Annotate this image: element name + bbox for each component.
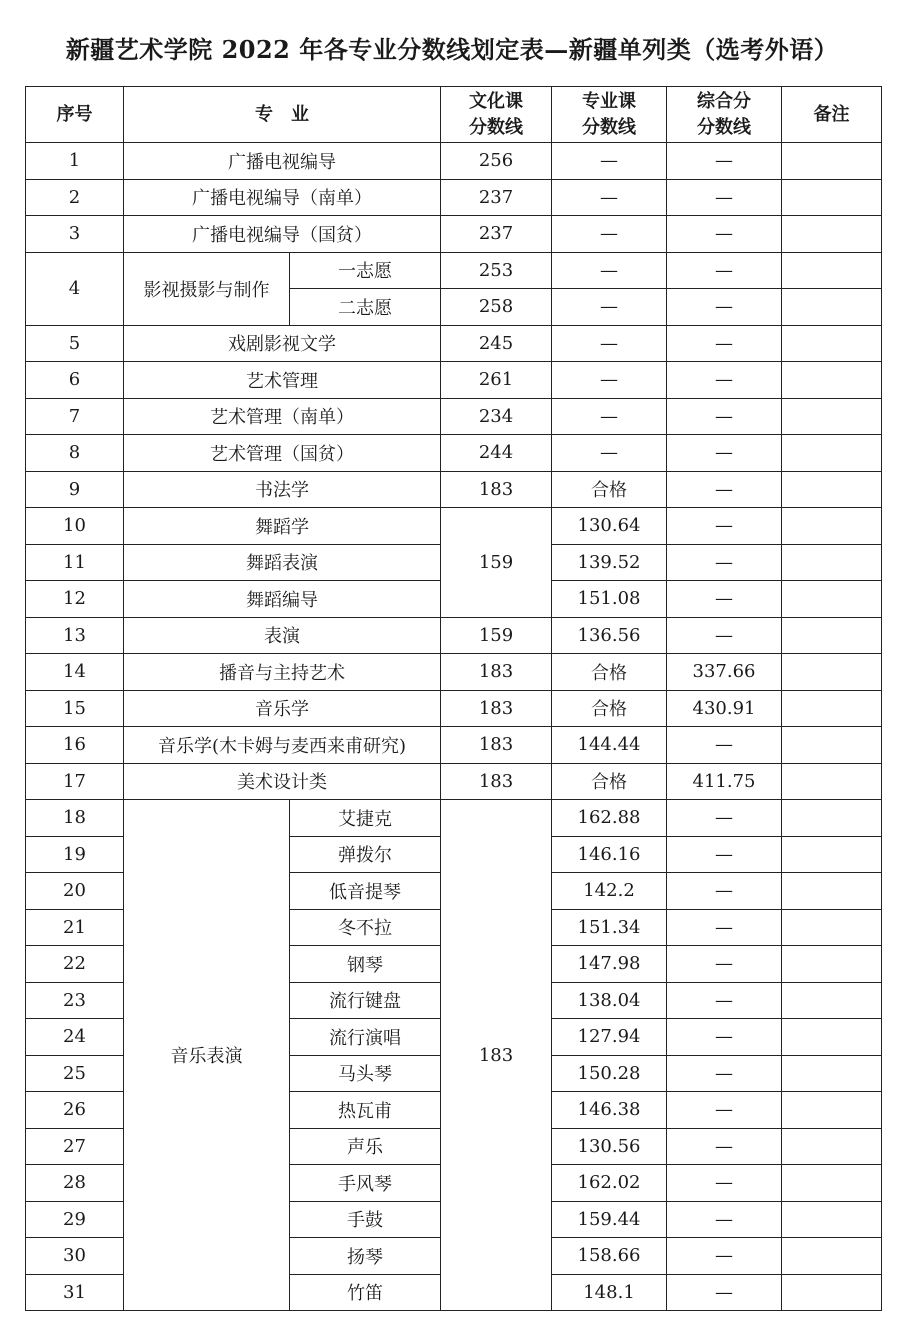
cell-major: 影视摄影与制作 bbox=[124, 252, 290, 325]
header-composite bbox=[667, 87, 782, 143]
cell-note bbox=[782, 690, 882, 727]
cell-sub-major: 扬琴 bbox=[290, 1238, 441, 1275]
cell-specialty: 合格 bbox=[552, 763, 667, 800]
cell-composite: — bbox=[667, 946, 782, 983]
cell-note bbox=[782, 873, 882, 910]
cell-major: 音乐学 bbox=[124, 690, 441, 727]
cell-specialty: — bbox=[552, 252, 667, 289]
cell-major: 广播电视编导（国贫） bbox=[124, 216, 441, 253]
cell-index: 17 bbox=[26, 763, 124, 800]
table-row bbox=[26, 435, 882, 472]
cell-specialty: 159.44 bbox=[552, 1201, 667, 1238]
cell-index: 12 bbox=[26, 581, 124, 618]
page-title: 新疆艺术学院 2022 年各专业分数线划定表—新疆单列类（选考外语） bbox=[65, 35, 839, 64]
cell-sub-major: 弹拨尔 bbox=[290, 836, 441, 873]
cell-major: 表演 bbox=[124, 617, 441, 654]
cell-sub-major: 竹笛 bbox=[290, 1274, 441, 1311]
cell-sub-major: 艾捷克 bbox=[290, 800, 441, 837]
cell-index: 13 bbox=[26, 617, 124, 654]
cell-index: 6 bbox=[26, 362, 124, 399]
cell-sub-major: 手鼓 bbox=[290, 1201, 441, 1238]
cell-composite: — bbox=[667, 544, 782, 581]
table-row bbox=[26, 471, 882, 508]
cell-composite: — bbox=[667, 508, 782, 545]
cell-culture: 183 bbox=[441, 654, 552, 691]
cell-culture: 183 bbox=[441, 800, 552, 1311]
cell-index: 8 bbox=[26, 435, 124, 472]
cell-culture: 183 bbox=[441, 727, 552, 764]
cell-composite: — bbox=[667, 909, 782, 946]
cell-specialty: 146.38 bbox=[552, 1092, 667, 1129]
cell-specialty: 150.28 bbox=[552, 1055, 667, 1092]
cell-culture: 159 bbox=[441, 617, 552, 654]
cell-composite: — bbox=[667, 1055, 782, 1092]
cell-culture: 237 bbox=[441, 179, 552, 216]
cell-note bbox=[782, 1238, 882, 1275]
cell-composite: — bbox=[667, 143, 782, 180]
cell-specialty: — bbox=[552, 289, 667, 326]
cell-composite: — bbox=[667, 471, 782, 508]
table-row bbox=[26, 398, 882, 435]
cell-note bbox=[782, 471, 882, 508]
cell-index: 1 bbox=[26, 143, 124, 180]
cell-index: 27 bbox=[26, 1128, 124, 1165]
cell-specialty: 142.2 bbox=[552, 873, 667, 910]
cell-specialty: 130.56 bbox=[552, 1128, 667, 1165]
cell-note bbox=[782, 1274, 882, 1311]
cell-note bbox=[782, 179, 882, 216]
cell-note bbox=[782, 1128, 882, 1165]
cell-specialty: 合格 bbox=[552, 654, 667, 691]
cell-culture: 234 bbox=[441, 398, 552, 435]
table-row bbox=[26, 508, 882, 545]
cell-note bbox=[782, 1165, 882, 1202]
cell-composite: — bbox=[667, 216, 782, 253]
cell-specialty: 146.16 bbox=[552, 836, 667, 873]
cell-composite: — bbox=[667, 873, 782, 910]
cell-culture: 258 bbox=[441, 289, 552, 326]
header-culture-line2: 分数线 bbox=[469, 116, 523, 138]
cell-composite: 337.66 bbox=[667, 654, 782, 691]
cell-culture: 183 bbox=[441, 690, 552, 727]
cell-sub-major: 冬不拉 bbox=[290, 909, 441, 946]
header-specialty bbox=[552, 87, 667, 143]
cell-index: 22 bbox=[26, 946, 124, 983]
cell-specialty: 136.56 bbox=[552, 617, 667, 654]
cell-note bbox=[782, 435, 882, 472]
header-composite-line2: 分数线 bbox=[697, 116, 751, 138]
table-row bbox=[26, 325, 882, 362]
cell-specialty: 151.08 bbox=[552, 581, 667, 618]
cell-sub-major: 声乐 bbox=[290, 1128, 441, 1165]
cell-specialty: 138.04 bbox=[552, 982, 667, 1019]
cell-sub-major: 钢琴 bbox=[290, 946, 441, 983]
cell-sub-major: 流行演唱 bbox=[290, 1019, 441, 1056]
cell-note bbox=[782, 1092, 882, 1129]
cell-major: 广播电视编导 bbox=[124, 143, 441, 180]
cell-index: 18 bbox=[26, 800, 124, 837]
header-major: 专 业 bbox=[124, 87, 441, 143]
cell-note bbox=[782, 727, 882, 764]
cell-composite: — bbox=[667, 1201, 782, 1238]
cell-note bbox=[782, 1019, 882, 1056]
cell-specialty: 139.52 bbox=[552, 544, 667, 581]
cell-specialty: 162.88 bbox=[552, 800, 667, 837]
cell-culture: 183 bbox=[441, 763, 552, 800]
table-row bbox=[26, 763, 882, 800]
cell-index: 23 bbox=[26, 982, 124, 1019]
cell-specialty: 147.98 bbox=[552, 946, 667, 983]
cell-composite: — bbox=[667, 435, 782, 472]
cell-major: 艺术管理（国贫） bbox=[124, 435, 441, 472]
table-row bbox=[26, 143, 882, 180]
cell-note bbox=[782, 325, 882, 362]
cell-note bbox=[782, 216, 882, 253]
table-row bbox=[26, 252, 882, 289]
cell-index: 31 bbox=[26, 1274, 124, 1311]
cell-composite: — bbox=[667, 362, 782, 399]
cell-index: 4 bbox=[26, 252, 124, 325]
cell-composite: — bbox=[667, 982, 782, 1019]
cell-index: 19 bbox=[26, 836, 124, 873]
cell-composite: — bbox=[667, 581, 782, 618]
cell-specialty: — bbox=[552, 325, 667, 362]
cell-composite: — bbox=[667, 1128, 782, 1165]
cell-specialty: 162.02 bbox=[552, 1165, 667, 1202]
cell-index: 3 bbox=[26, 216, 124, 253]
header-row bbox=[26, 87, 882, 143]
cell-sub-major: 热瓦甫 bbox=[290, 1092, 441, 1129]
cell-note bbox=[782, 289, 882, 326]
cell-index: 11 bbox=[26, 544, 124, 581]
cell-note bbox=[782, 836, 882, 873]
cell-note bbox=[782, 1055, 882, 1092]
cell-composite: — bbox=[667, 1274, 782, 1311]
cell-specialty: 151.34 bbox=[552, 909, 667, 946]
cell-note bbox=[782, 909, 882, 946]
cell-major: 艺术管理 bbox=[124, 362, 441, 399]
cell-sub-major: 二志愿 bbox=[290, 289, 441, 326]
cell-index: 20 bbox=[26, 873, 124, 910]
cell-index: 9 bbox=[26, 471, 124, 508]
cell-culture: 253 bbox=[441, 252, 552, 289]
cell-major: 美术设计类 bbox=[124, 763, 441, 800]
cell-index: 7 bbox=[26, 398, 124, 435]
cell-specialty: 130.64 bbox=[552, 508, 667, 545]
cell-major: 舞蹈编导 bbox=[124, 581, 441, 618]
cell-index: 5 bbox=[26, 325, 124, 362]
cell-specialty: 144.44 bbox=[552, 727, 667, 764]
cell-note bbox=[782, 982, 882, 1019]
table-row bbox=[26, 617, 882, 654]
cell-culture: 237 bbox=[441, 216, 552, 253]
cell-note bbox=[782, 581, 882, 618]
cell-sub-major: 一志愿 bbox=[290, 252, 441, 289]
cell-specialty: 127.94 bbox=[552, 1019, 667, 1056]
cell-composite: 430.91 bbox=[667, 690, 782, 727]
cell-major: 舞蹈学 bbox=[124, 508, 441, 545]
cell-major: 舞蹈表演 bbox=[124, 544, 441, 581]
cell-culture: 244 bbox=[441, 435, 552, 472]
cell-index: 16 bbox=[26, 727, 124, 764]
header-specialty-line1: 专业课 bbox=[582, 90, 636, 112]
cell-note bbox=[782, 1201, 882, 1238]
cell-note bbox=[782, 946, 882, 983]
cell-major: 音乐学(木卡姆与麦西来甫研究) bbox=[124, 727, 441, 764]
cell-index: 29 bbox=[26, 1201, 124, 1238]
cell-composite: — bbox=[667, 836, 782, 873]
cell-note bbox=[782, 398, 882, 435]
cell-major: 播音与主持艺术 bbox=[124, 654, 441, 691]
cell-note bbox=[782, 252, 882, 289]
cell-specialty: — bbox=[552, 179, 667, 216]
cell-index: 14 bbox=[26, 654, 124, 691]
header-specialty-line2: 分数线 bbox=[582, 116, 636, 138]
cell-composite: — bbox=[667, 179, 782, 216]
header-culture-line1: 文化课 bbox=[469, 90, 523, 112]
cell-composite: 411.75 bbox=[667, 763, 782, 800]
cell-specialty: 158.66 bbox=[552, 1238, 667, 1275]
cell-note bbox=[782, 763, 882, 800]
cell-culture: 245 bbox=[441, 325, 552, 362]
cell-composite: — bbox=[667, 800, 782, 837]
cell-culture: 261 bbox=[441, 362, 552, 399]
table-row bbox=[26, 654, 882, 691]
cell-index: 25 bbox=[26, 1055, 124, 1092]
cell-note bbox=[782, 800, 882, 837]
cell-sub-major: 流行键盘 bbox=[290, 982, 441, 1019]
cell-specialty: — bbox=[552, 362, 667, 399]
cell-index: 24 bbox=[26, 1019, 124, 1056]
cell-note bbox=[782, 143, 882, 180]
table-row bbox=[26, 727, 882, 764]
header-note: 备注 bbox=[782, 87, 882, 143]
header-culture bbox=[441, 87, 552, 143]
cell-index: 30 bbox=[26, 1238, 124, 1275]
cell-composite: — bbox=[667, 398, 782, 435]
cell-composite: — bbox=[667, 252, 782, 289]
header-composite-line1: 综合分 bbox=[697, 90, 751, 112]
table-row bbox=[26, 690, 882, 727]
cell-index: 21 bbox=[26, 909, 124, 946]
cell-composite: — bbox=[667, 1238, 782, 1275]
cell-note bbox=[782, 654, 882, 691]
cell-index: 2 bbox=[26, 179, 124, 216]
cell-composite: — bbox=[667, 727, 782, 764]
table-row bbox=[26, 800, 882, 837]
cell-index: 15 bbox=[26, 690, 124, 727]
score-table bbox=[25, 86, 882, 1311]
cell-specialty: 合格 bbox=[552, 471, 667, 508]
cell-composite: — bbox=[667, 1019, 782, 1056]
cell-note bbox=[782, 508, 882, 545]
cell-note bbox=[782, 617, 882, 654]
cell-specialty: 合格 bbox=[552, 690, 667, 727]
cell-index: 10 bbox=[26, 508, 124, 545]
table-row bbox=[26, 216, 882, 253]
cell-major: 书法学 bbox=[124, 471, 441, 508]
cell-major: 艺术管理（南单） bbox=[124, 398, 441, 435]
cell-composite: — bbox=[667, 1165, 782, 1202]
cell-index: 26 bbox=[26, 1092, 124, 1129]
table-row bbox=[26, 179, 882, 216]
table-row bbox=[26, 362, 882, 399]
cell-culture: 256 bbox=[441, 143, 552, 180]
cell-sub-major: 马头琴 bbox=[290, 1055, 441, 1092]
cell-sub-major: 手风琴 bbox=[290, 1165, 441, 1202]
cell-sub-major: 低音提琴 bbox=[290, 873, 441, 910]
cell-note bbox=[782, 362, 882, 399]
cell-composite: — bbox=[667, 1092, 782, 1129]
header-index: 序号 bbox=[26, 87, 124, 143]
cell-index: 28 bbox=[26, 1165, 124, 1202]
cell-composite: — bbox=[667, 289, 782, 326]
cell-culture: 183 bbox=[441, 471, 552, 508]
cell-major: 广播电视编导（南单） bbox=[124, 179, 441, 216]
cell-culture: 159 bbox=[441, 508, 552, 618]
cell-major-music-performance: 音乐表演 bbox=[124, 800, 290, 1311]
cell-specialty: — bbox=[552, 398, 667, 435]
cell-composite: — bbox=[667, 325, 782, 362]
cell-note bbox=[782, 544, 882, 581]
cell-specialty: — bbox=[552, 435, 667, 472]
cell-major: 戏剧影视文学 bbox=[124, 325, 441, 362]
cell-specialty: — bbox=[552, 143, 667, 180]
cell-composite: — bbox=[667, 617, 782, 654]
cell-specialty: — bbox=[552, 216, 667, 253]
cell-specialty: 148.1 bbox=[552, 1274, 667, 1311]
